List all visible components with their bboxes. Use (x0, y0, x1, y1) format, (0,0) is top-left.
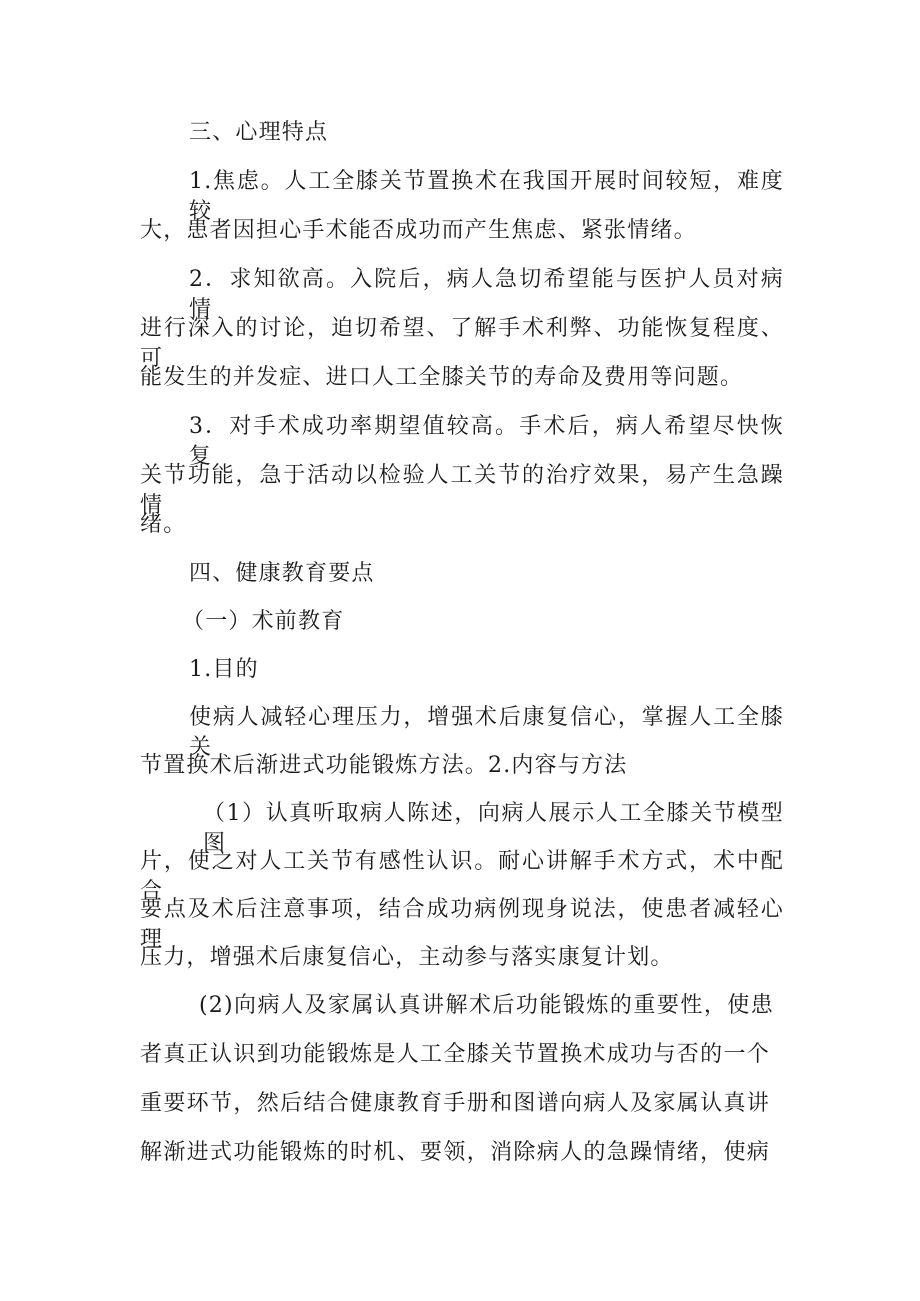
paragraph-line: 3．对手术成功率期望值较高。手术后，病人希望尽快恢复 (189, 414, 784, 469)
paragraph-line: 大，患者因担心手术能否成功而产生焦虑、紧张情绪。 (140, 218, 697, 243)
paragraph-line: 者真正认识到功能锻炼是人工全膝关节置换术成功与否的一个 (140, 1042, 770, 1067)
paragraph-line: 重要环节，然后结合健康教育手册和图谱向病人及家属认真讲 (140, 1091, 770, 1116)
paragraph-line: 片，使之对人工关节有感性认识。耐心讲解手术方式，术中配合 (140, 849, 784, 904)
paragraph-line: 2．求知欲高。入院后，病人急切希望能与医护人员对病情 (189, 267, 784, 322)
subheading-purpose: 1.目的 (189, 657, 259, 682)
paragraph-line: 进行深入的讨论，迫切希望、了解手术利弊、功能恢复程度、可 (140, 316, 784, 371)
paragraph-line: 绪。 (140, 512, 187, 537)
paragraph-line: 压力，增强术后康复信心，主动参与落实康复计划。 (140, 945, 674, 970)
paragraph-line: 关节功能，急于活动以检验人工关节的治疗效果，易产生急躁情 (140, 463, 784, 518)
paragraph-line: (2)向病人及家属认真讲解术后功能锻炼的重要性，使患 (199, 993, 774, 1018)
paragraph-line: （1）认真听取病人陈述，向病人展示人工全膝关节模型图 (203, 801, 784, 856)
paragraph-line: 使病人减轻心理压力，增强术后康复信心，掌握人工全膝关 (189, 705, 784, 760)
heading-psychological-traits: 三、心理特点 (189, 120, 329, 145)
paragraph-line: 能发生的并发症、进口人工全膝关节的寿命及费用等问题。 (140, 365, 744, 390)
heading-health-education: 四、健康教育要点 (189, 561, 375, 586)
paragraph-line: 节置换术后渐进式功能锻炼方法。2.内容与方法 (140, 753, 628, 778)
paragraph-line: 要点及术后注意事项，结合成功病例现身说法，使患者减轻心理 (140, 897, 784, 952)
paragraph-line: 1.焦虑。人工全膝关节置换术在我国开展时间较短，难度较 (189, 169, 784, 224)
paragraph-line: 解渐进式功能锻炼的时机、要领，消除病人的急躁情绪，使病 (140, 1140, 770, 1165)
subheading-preoperative-education: （一）术前教育 (182, 609, 345, 634)
